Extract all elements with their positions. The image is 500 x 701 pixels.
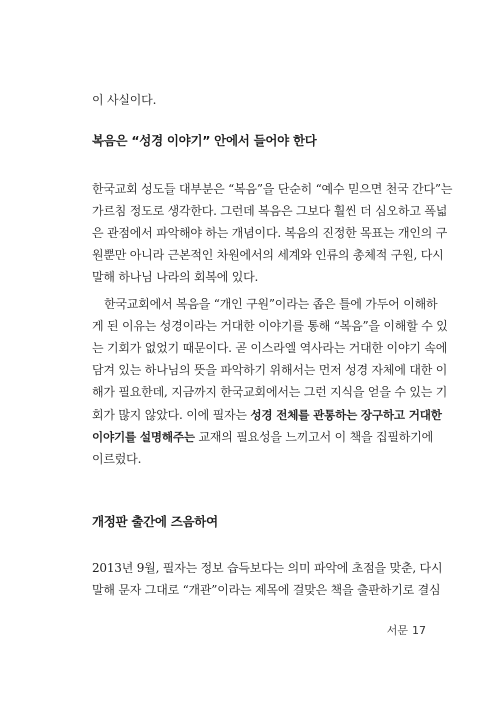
section-heading-revision: 개정판 출간에 즈음하여	[92, 514, 218, 529]
page-folio	[383, 622, 426, 638]
running-footer-section: 서문	[386, 624, 408, 637]
page-number: 17	[412, 624, 426, 637]
body-line: 게 된 이유는 성경이라는 거대한 이야기를 통해 “복음”을 이해할 수 있	[92, 319, 448, 333]
body-line-mixed	[92, 407, 442, 423]
emphasis-text: 이야기를 설명해주는	[92, 430, 195, 444]
body-line: 2013년 9월, 필자는 정보 습득보다는 의미 파악에 초점을 맞춘, 다시	[92, 561, 443, 575]
body-text: 회가 많지 않았다. 이에 필자는	[92, 408, 251, 422]
emphasis-text: 성경 전체를 관통하는 장구하고 거대한	[250, 408, 442, 422]
body-line-mixed	[92, 429, 433, 445]
intro-line: 이 사실이다.	[92, 93, 157, 107]
body-line: 이르렀다.	[92, 452, 142, 466]
body-line: 해가 필요한데, 지금까지 한국교회에서는 그런 지식을 얻을 수 있는 기	[92, 385, 448, 399]
body-line-indent: 한국교회에서 복음을 “개인 구원”이라는 좁은 틀에 가두어 이해하	[104, 297, 438, 311]
body-line: 말해 하나님 나라의 회복에 있다.	[92, 270, 259, 284]
body-line: 원뿐만 아니라 근본적인 차원에서의 세계와 인류의 총체적 구원, 다시	[92, 248, 444, 262]
body-line: 한국교회 성도들 대부분은 “복음”을 단순히 “예수 믿으면 천국 간다”는	[92, 182, 453, 196]
body-line: 말해 문자 그대로 “개관”이라는 제목에 걸맞은 책을 출판하기로 결심	[92, 583, 441, 597]
body-line: 가르침 정도로 생각한다. 그런데 복음은 그보다 훨씬 더 심오하고 폭넓	[92, 204, 448, 218]
body-line: 담겨 있는 하나님의 뜻을 파악하기 위해서는 먼저 성경 자체에 대한 이	[92, 363, 448, 377]
body-text: 교재의 필요성을 느끼고서 이 책을 집필하기에	[194, 430, 433, 444]
body-line: 은 관점에서 파악해야 하는 개념이다. 복음의 진정한 목표는 개인의 구	[92, 226, 448, 240]
section-heading-gospel: 복음은 “성경 이야기” 안에서 들어야 한다	[92, 133, 317, 148]
body-line: 는 기회가 없었기 때문이다. 곧 이스라엘 역사라는 거대한 이야기 속에	[92, 341, 448, 355]
